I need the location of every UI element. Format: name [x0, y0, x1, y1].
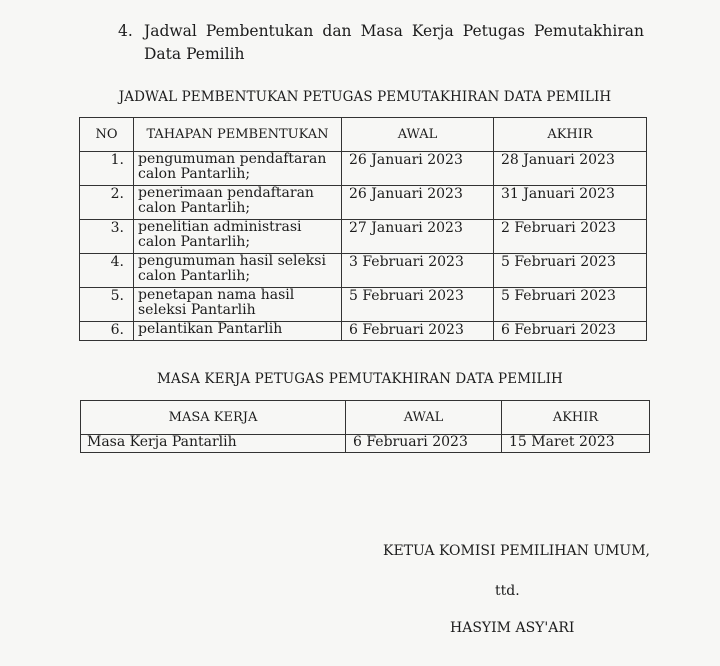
schedule-table — [79, 117, 647, 341]
section-number: 4. — [118, 22, 133, 40]
row-awal: 6 Februari 2023 — [346, 435, 502, 453]
header-no: NO — [80, 118, 134, 152]
row-awal: 27 Januari 2023 — [342, 220, 494, 254]
section-title: Jadwal Pembentukan dan Masa Kerja Petugas Pemutakhiran Data Pemilih — [144, 22, 644, 63]
row-akhir: 2 Februari 2023 — [494, 220, 647, 254]
signatory-office: KETUA KOMISI PEMILIHAN UMUM, — [383, 543, 651, 559]
signatory-name: HASYIM ASY'ARI — [450, 620, 575, 636]
row-no: 6. — [80, 322, 134, 341]
row-masa-kerja: Masa Kerja Pantarlih — [81, 435, 346, 453]
row-no: 1. — [80, 152, 134, 186]
table1-caption: JADWAL PEMBENTUKAN PETUGAS PEMUTAKHIRAN DATA PEMILIH — [118, 89, 612, 105]
header-akhir: AKHIR — [494, 118, 647, 152]
table-row — [80, 254, 647, 288]
row-akhir: 5 Februari 2023 — [494, 288, 647, 322]
row-akhir: 6 Februari 2023 — [494, 322, 647, 341]
table-row — [80, 152, 647, 186]
row-no: 4. — [80, 254, 134, 288]
signature-mark: ttd. — [495, 583, 520, 599]
table-row — [81, 435, 650, 453]
table-header-row — [81, 401, 650, 435]
header-awal: AWAL — [346, 401, 502, 435]
row-akhir: 5 Februari 2023 — [494, 254, 647, 288]
table-row — [80, 220, 647, 254]
row-awal: 5 Februari 2023 — [342, 288, 494, 322]
row-awal: 26 Januari 2023 — [342, 186, 494, 220]
row-step: penetapan nama hasil seleksi Pantarlih — [134, 288, 342, 322]
header-masa-kerja: MASA KERJA — [81, 401, 346, 435]
header-akhir: AKHIR — [502, 401, 650, 435]
row-awal: 26 Januari 2023 — [342, 152, 494, 186]
table-row — [80, 186, 647, 220]
row-akhir: 28 Januari 2023 — [494, 152, 647, 186]
row-no: 5. — [80, 288, 134, 322]
row-step: pelantikan Pantarlih — [134, 322, 342, 341]
table2-caption: MASA KERJA PETUGAS PEMUTAKHIRAN DATA PEMILIH — [157, 371, 563, 387]
row-step: pengumuman hasil seleksi calon Pantarlih; — [134, 254, 342, 288]
table-row — [80, 322, 647, 341]
row-step: penerimaan pendaftaran calon Pantarlih; — [134, 186, 342, 220]
row-akhir: 15 Maret 2023 — [502, 435, 650, 453]
row-step: pengumuman pendaftaran calon Pantarlih; — [134, 152, 342, 186]
row-step: penelitian administrasi calon Pantarlih; — [134, 220, 342, 254]
table-row — [80, 288, 647, 322]
row-no: 3. — [80, 220, 134, 254]
row-awal: 3 Februari 2023 — [342, 254, 494, 288]
row-no: 2. — [80, 186, 134, 220]
header-awal: AWAL — [342, 118, 494, 152]
header-tahapan: TAHAPAN PEMBENTUKAN — [134, 118, 342, 152]
work-period-table — [80, 400, 650, 453]
row-awal: 6 Februari 2023 — [342, 322, 494, 341]
row-akhir: 31 Januari 2023 — [494, 186, 647, 220]
table-header-row — [80, 118, 647, 152]
